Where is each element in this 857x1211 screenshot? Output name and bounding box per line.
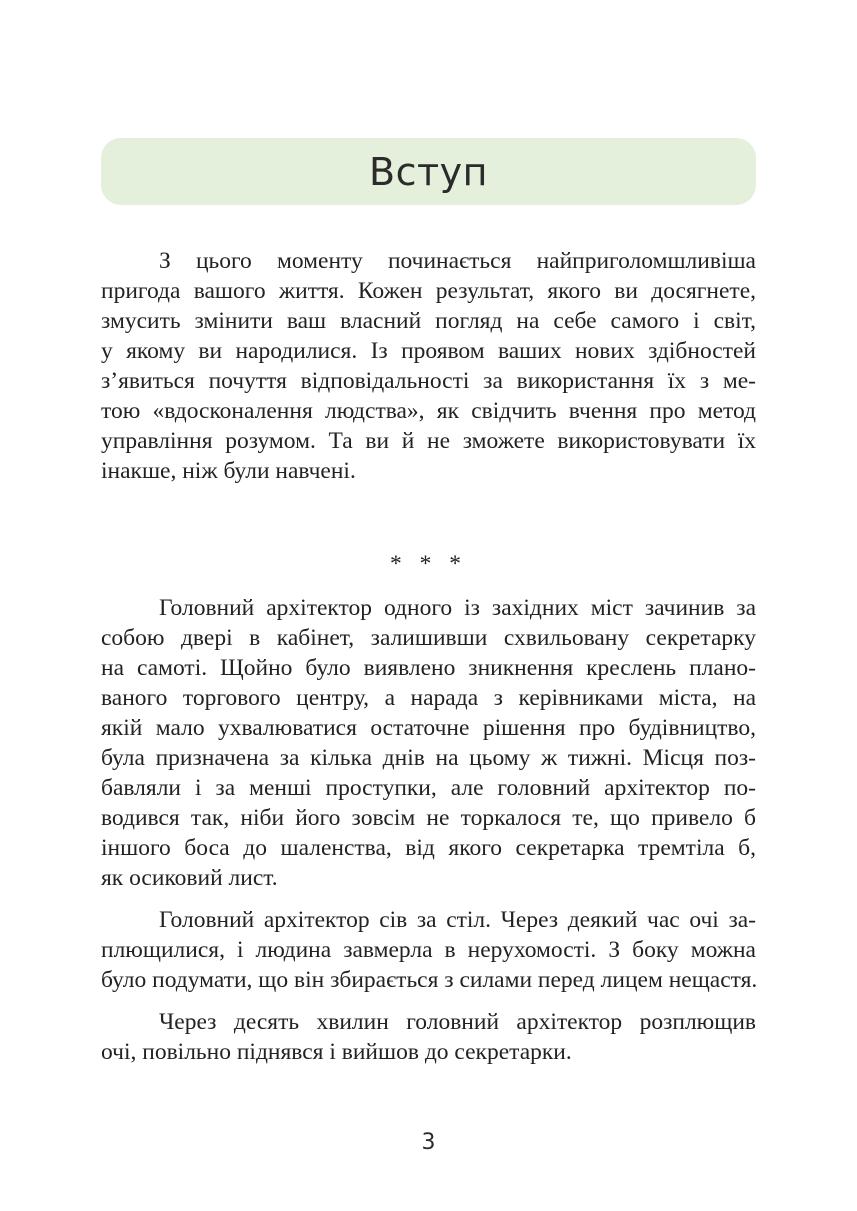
text-line: була призначена за кілька днів на цьому ж тижні. Місця поз- <box>101 745 756 771</box>
text-line: ваного торгового центру, а нарада з керівниками міста, на <box>101 685 756 711</box>
page-number: 3 <box>421 1130 436 1155</box>
text-line: бавляли і за менші проступки, але головний архітектор по- <box>101 775 756 801</box>
text-line: пригода вашого життя. Кожен результат, якого ви досягнете, <box>101 278 756 304</box>
text-line: Головний архітектор одного із західних міст зачинив за <box>159 595 756 621</box>
text-line: як осиковий лист. <box>101 865 278 891</box>
text-line: водився так, ніби його зовсім не торкалося те, що привело б <box>101 805 756 831</box>
text-line: з’явиться почуття відповідальності за використання їх з ме- <box>101 368 756 394</box>
chapter-title: Вступ <box>369 149 488 194</box>
paragraph <box>101 246 756 486</box>
text-line: Головний архітектор сів за стіл. Через деякий час очі за- <box>159 907 756 933</box>
text-line: Через десять хвилин головний архітектор розплющив <box>159 1009 756 1035</box>
chapter-title-banner <box>101 138 756 205</box>
section-separator: * * * <box>390 551 467 577</box>
paragraph <box>101 593 756 893</box>
text-line: плющилися, і людина завмерла в нерухомості. З боку можна <box>101 937 756 963</box>
text-line: у якому ви народилися. Із проявом ваших нових здібностей <box>101 338 756 364</box>
text-line: інакше, ніж були навчені. <box>101 458 356 484</box>
chapter-body <box>101 246 756 1067</box>
text-line: якій мало ухвалюватися остаточне рішення про будівництво, <box>101 715 756 741</box>
text-line: очі, повільно піднявся і вийшов до секретарки. <box>101 1039 572 1065</box>
text-line: було подумати, що він збирається з силами перед лицем нещастя. <box>101 967 758 993</box>
text-line: іншого боса до шаленства, від якого секретарка тремтіла б, <box>101 835 756 861</box>
text-line: З цього моменту починається найприголомшливіша <box>159 248 756 274</box>
text-line: на самоті. Щойно було виявлено зникнення креслень плано- <box>101 655 756 681</box>
text-line: управління розумом. Та ви й не зможете використовувати їх <box>101 428 756 454</box>
paragraph <box>101 905 756 995</box>
text-line: змусить змінити ваш власний погляд на себе самого і світ, <box>101 308 756 334</box>
text-line: тою «вдосконалення людства», як свідчить вчення про метод <box>101 398 756 424</box>
paragraph <box>101 1007 756 1067</box>
text-line: собою двері в кабінет, залишивши схвильовану секретарку <box>101 625 756 651</box>
